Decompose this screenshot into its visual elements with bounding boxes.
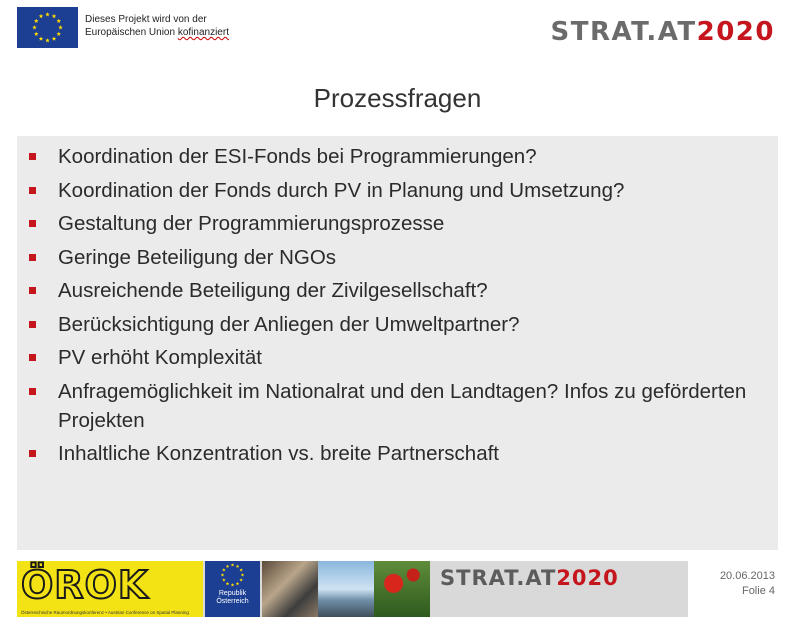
star-icon xyxy=(32,25,37,29)
star-icon xyxy=(239,568,243,571)
eu-notice-line1: Dieses Projekt wird von der xyxy=(85,14,207,25)
strat-at-2020-footer-logo: STRAT.AT2020 xyxy=(440,566,619,590)
star-icon xyxy=(39,36,44,40)
star-icon xyxy=(231,583,235,586)
star-icon xyxy=(221,573,225,576)
slide-meta xyxy=(720,569,775,599)
square-bullet-icon xyxy=(29,220,36,227)
bullet-item: Gestaltung der Programmierungsprozesse xyxy=(17,209,778,238)
star-icon xyxy=(56,19,61,23)
republik-oesterreich-logo: Republik Österreich xyxy=(205,561,260,617)
slide-title: Prozessfragen xyxy=(313,83,482,113)
square-bullet-icon xyxy=(29,354,36,361)
eu-funding-notice xyxy=(85,13,229,39)
bullet-item: Geringe Beteiligung der NGOs xyxy=(17,243,778,272)
bullet-item: Ausreichende Beteiligung der Zivilgesellschaft? xyxy=(17,276,778,305)
footer-photo-poppies xyxy=(374,561,430,617)
square-bullet-icon xyxy=(29,388,36,395)
star-icon xyxy=(34,19,39,23)
star-icon xyxy=(222,578,226,581)
square-bullet-icon xyxy=(29,287,36,294)
bullet-item: Koordination der ESI-Fonds bei Programmierungen? xyxy=(17,142,778,171)
bullet-list xyxy=(17,136,778,468)
star-icon xyxy=(226,564,230,567)
star-icon xyxy=(45,38,50,42)
square-bullet-icon xyxy=(29,187,36,194)
star-icon xyxy=(222,568,226,571)
star-icon xyxy=(58,25,63,29)
eu-stars-icon xyxy=(17,7,78,48)
star-icon xyxy=(231,563,235,566)
content-panel xyxy=(17,136,778,550)
star-icon xyxy=(39,14,44,18)
footer-photo-architecture xyxy=(262,561,318,617)
eu-notice-underlined: kofinanziert xyxy=(177,27,229,38)
star-icon xyxy=(241,573,245,576)
slide-number: Folie 4 xyxy=(741,585,775,597)
star-icon xyxy=(226,582,230,585)
bullet-item: PV erhöht Komplexität xyxy=(17,343,778,372)
footer-photo-bridge xyxy=(318,561,374,617)
star-icon xyxy=(45,12,50,16)
star-icon xyxy=(56,32,61,36)
star-icon xyxy=(236,582,240,585)
square-bullet-icon xyxy=(29,450,36,457)
eu-flag-logo xyxy=(17,7,78,48)
eu-stars-small-icon xyxy=(205,561,260,591)
square-bullet-icon xyxy=(29,254,36,261)
eu-notice-line2: Europäischen Union kofinanziert xyxy=(85,27,229,38)
star-icon xyxy=(52,14,57,18)
bullet-item: Anfragemöglichkeit im Nationalrat und den Landtagen? Infos zu geförderten Projekten xyxy=(17,377,778,435)
bullet-item: Koordination der Fonds durch PV in Planung und Umsetzung? xyxy=(17,176,778,205)
orok-logo: ÖROK Österreichische Raumordnungskonferenz • Austrian Conference on Spatial Planning xyxy=(17,561,203,617)
star-icon xyxy=(52,36,57,40)
star-icon xyxy=(34,32,39,36)
slide-date: 20.06.2013 xyxy=(719,570,775,582)
star-icon xyxy=(239,578,243,581)
bullet-item: Berücksichtigung der Anliegen der Umweltpartner? xyxy=(17,310,778,339)
strat-at-2020-logo: STRAT.AT2020 xyxy=(550,17,775,47)
square-bullet-icon xyxy=(29,153,36,160)
star-icon xyxy=(236,564,240,567)
square-bullet-icon xyxy=(29,321,36,328)
bullet-item: Inhaltliche Konzentration vs. breite Partnerschaft xyxy=(17,439,778,468)
